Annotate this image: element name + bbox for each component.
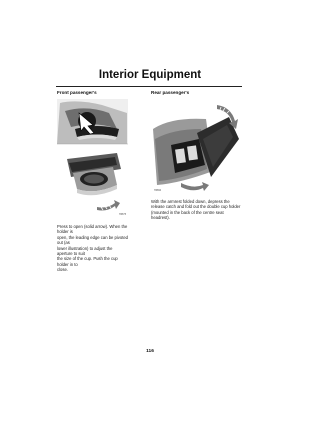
front-body-line: close. <box>57 267 68 273</box>
page-number: 116 <box>146 349 154 354</box>
front-cup-holder-illustration <box>57 99 128 218</box>
front-body-line: Press to open (solid arrow). When the holder is <box>57 224 128 235</box>
rear-body-line: release catch and fold out the double cup holder <box>151 204 241 210</box>
front-body-line: the size of the cup. Push the cup holder in to <box>57 256 118 267</box>
rear-figure-code: H6890 <box>154 189 162 192</box>
front-body-line: open, the leading edge can be pivoted out (as <box>57 234 129 246</box>
rear-body-line: (mounted in the back of the centre seat <box>151 209 224 215</box>
rear-body-text <box>151 199 241 221</box>
rear-section-heading: Rear passenger's <box>151 90 190 95</box>
rear-cup-holder-illustration <box>151 99 241 195</box>
rear-body-line: With the armrest folded down, depress the <box>151 199 230 204</box>
cup-aperture-inner <box>84 175 104 184</box>
front-section-heading: Front passenger's <box>57 90 97 95</box>
page-title: Interior Equipment <box>98 69 202 81</box>
front-figure-code: H6875 <box>119 213 127 216</box>
rear-body-line: headrest). <box>151 215 170 221</box>
front-body-text <box>57 224 129 273</box>
front-body-line: lower illustration) to adjust the aperture to suit <box>57 245 113 257</box>
title-rule <box>56 86 242 87</box>
